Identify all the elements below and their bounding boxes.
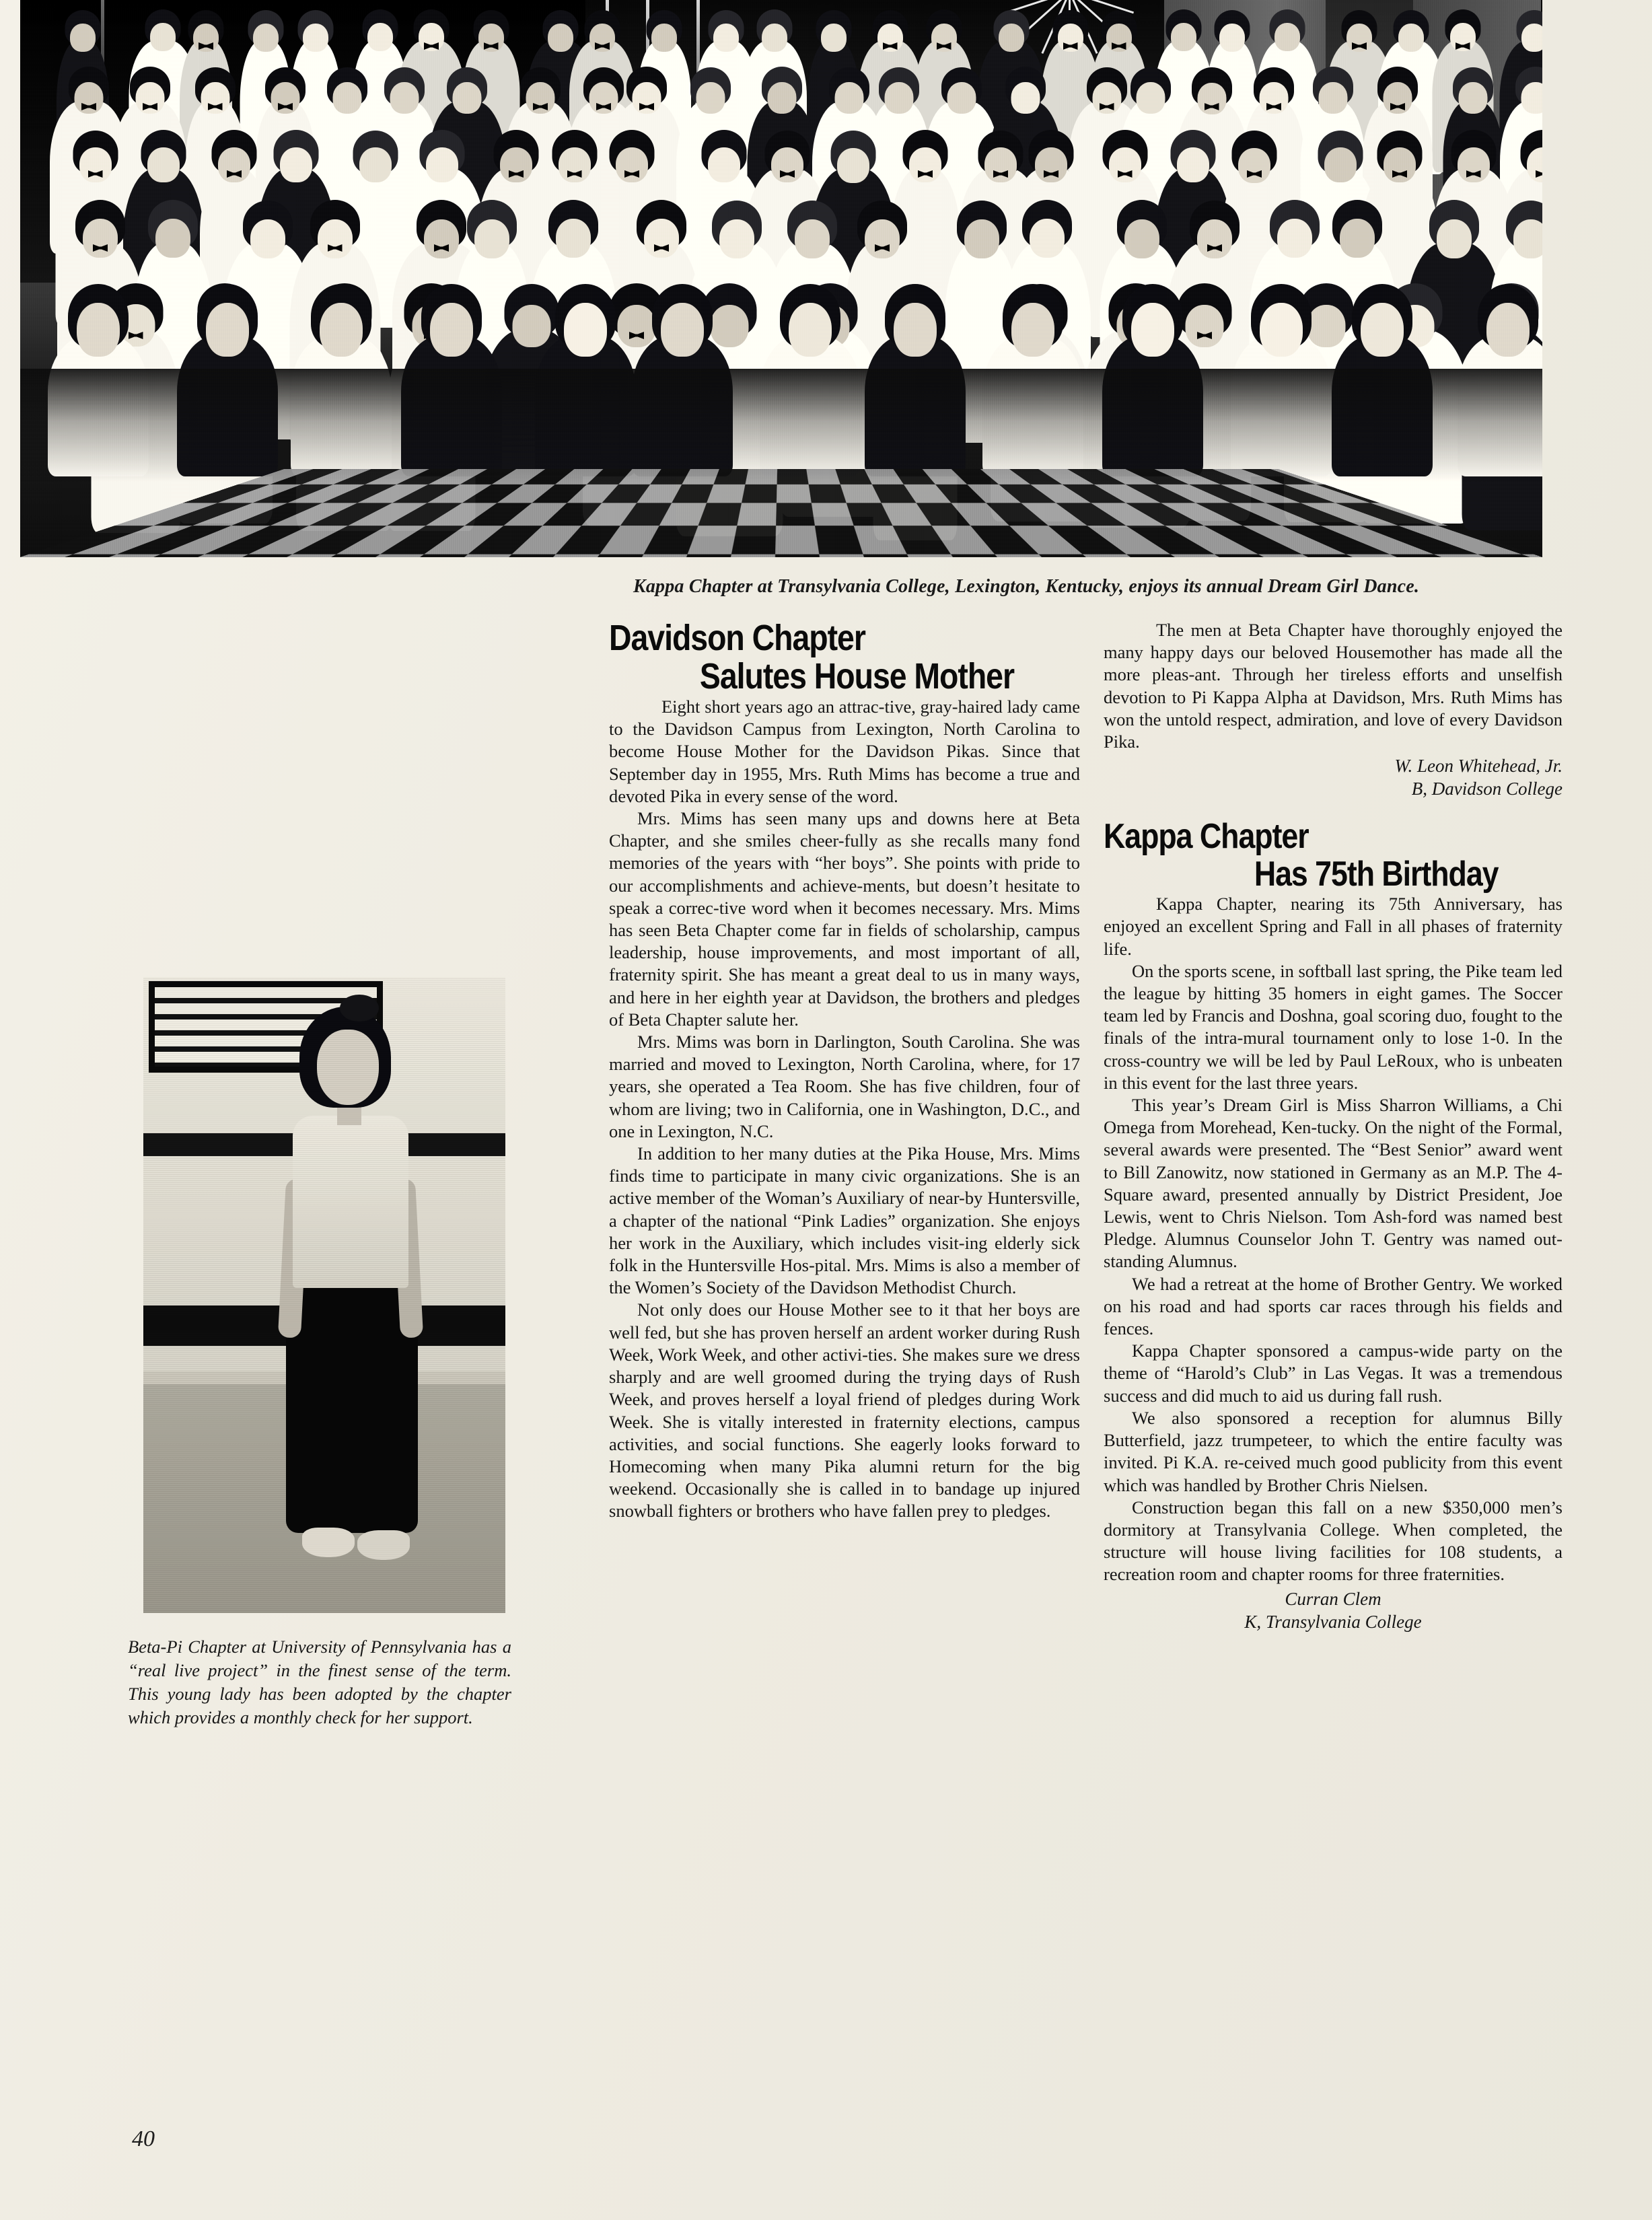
davidson-paragraph: Mrs. Mims has seen many ups and downs here at Beta Chapter, and she smiles cheer-fully as she recalls many fond memories of the years with “her boys”. She points with pride to our accomplishments and achieve-ments, but doesn’t hesitate to speak a correc-tive word when it becomes necessary. Mrs. Mims has seen Beta Chapter come far in fields of scholarship, campus leadership, house improvements, and most important of all, fraternity spirit. She has meant a great deal to us in many ways, and here in her eighth year at Davidson, the brothers and pledges of Beta Chapter salute her. <box>609 808 1080 1030</box>
kappa-signature-name: Curran Clem <box>1285 1588 1381 1609</box>
adopted-child-photo <box>143 977 505 1613</box>
kappa-signature <box>1104 1587 1563 1633</box>
hero-photo-caption: Kappa Chapter at Transylvania College, Lexington, Kentucky, enjoys its annual Dream Girl Dance. <box>633 576 1420 597</box>
page-number: 40 <box>132 2126 155 2151</box>
davidson-headline <box>609 619 1014 696</box>
davidson-headline-line1: Davidson Chapter <box>609 618 865 658</box>
kappa-paragraph: We had a retreat at the home of Brother Gentry. We worked on his road and had sports car races through his fields and fences. <box>1104 1273 1563 1339</box>
kappa-headline-line2: Has 75th Birthday <box>1254 855 1499 894</box>
kappa-paragraph: Construction began this fall on a new $350,000 men’s dormitory at Transylvania College. When completed, the structure will house living facilities for 108 students, a recreation room and chapter rooms for three fraternities. <box>1104 1497 1563 1585</box>
davidson-signature-name: W. Leon Whitehead, Jr. <box>1394 756 1563 777</box>
davidson-headline-line2: Salutes House Mother <box>699 656 1014 696</box>
kappa-paragraph: This year’s Dream Girl is Miss Sharron Williams, a Chi Omega from Morehead, Ken-tucky. On the night of the Formal, several awards were presented. The “Best Senior” award went to Bill Zanowitz, now stationed in Germany as an M.P. The 4-Square award, presented annually by District President, Joe Lewis, went to Chris Nielson. Tom Ash-ford was named best Pledge. Alumnus Counselor John T. Gentry was named out-standing Alumnus. <box>1104 1095 1563 1272</box>
davidson-signature-chapter: B, Davidson College <box>1411 779 1563 799</box>
davidson-signature <box>1104 754 1563 800</box>
dream-girl-dance-photo <box>20 0 1542 557</box>
davidson-continuation-paragraph: The men at Beta Chapter have thoroughly enjoyed the many happy days our beloved Housemother has made all the more pleas-ant. Through her tireless efforts and unselfish devotion to Pi Kappa Alpha at Davidson, Mrs. Ruth Mims has won the untold respect, admiration, and love of every Davidson Pika. <box>1104 620 1563 752</box>
kappa-paragraph: Kappa Chapter sponsored a campus-wide party on the theme of “Harold’s Club” in Las Vegas. It was a tremendous success and did much to aid us during fall rush. <box>1104 1340 1563 1406</box>
photo-grain <box>20 0 1542 557</box>
davidson-paragraph: Mrs. Mims was born in Darlington, South Carolina. She was married and moved to Lexington, North Carolina, where, for 17 years, she operated a Tea Room. She has five children, four of whom are living; two in California, one in Washington, D.C., and one in Lexington, N.C. <box>609 1032 1080 1141</box>
kappa-headline-line1: Kappa Chapter <box>1104 817 1309 857</box>
left-photo-caption: Beta-Pi Chapter at University of Pennsylvania has a “real live project” in the finest sense of the term. This young lady has been adopted by the chapter which provides a monthly check for her support. <box>128 1637 511 1727</box>
column-kappa <box>1104 619 1563 1633</box>
photo-grain <box>143 977 505 1613</box>
kappa-headline <box>1104 818 1499 893</box>
column-davidson <box>609 619 1080 1523</box>
davidson-paragraph: In addition to her many duties at the Pika House, Mrs. Mims finds time to participate in many civic organizations. She is an active member of the Woman’s Auxiliary of near-by Huntersville, a chapter of the national “Pink Ladies” organization. She enjoys her work in the Auxiliary, which includes visit-ing elderly sick folk in the Huntersville Hos-pital. Mrs. Mims is also a member of the Women’s Society of the Davidson Methodist Church. <box>609 1143 1080 1298</box>
davidson-paragraph: Not only does our House Mother see to it that her boys are well fed, but she has proven herself an ardent worker during Rush Week, Work Week, and other activi-ties. She makes sure we dress sharply and are well groomed during the trying days of Rush Week, and proves herself a loyal friend of pledges during Work Week. She is vitally interested in fraternity elections, campus activities, and social functions. She eagerly looks forward to Homecoming when many Pika alumni return for the big weekend. Occasionally she is called in to bandage up injured snowball fighters or brothers who have fallen prey to pledges. <box>609 1299 1080 1521</box>
davidson-paragraph: Eight short years ago an attrac-tive, gray-haired lady came to the Davidson Campus from Lexington, North Carolina to become House Mother for the Davidson Pikas. Since that September day in 1955, Mrs. Ruth Mims has become a true and devoted Pika in every sense of the word. <box>609 696 1080 806</box>
kappa-signature-chapter: K, Transylvania College <box>1244 1611 1422 1632</box>
kappa-paragraph: On the sports scene, in softball last spring, the Pike team led the league by hitting 35 homers in eight games. The Soccer team led by Francis and Doshna, goal scoring duo, fought to the finals of the intra-mural tournament only to lose 1-0. In the cross-country we will be led by Paul LeRoux, who is unbeaten in this event for the last three years. <box>1104 960 1563 1093</box>
kappa-paragraph: We also sponsored a reception for alumnus Billy Butterfield, jazz trumpeteer, to which the entire faculty was invited. Pi K.A. re-ceived much good publicity from this event which was handled by Brother Chris Nielsen. <box>1104 1407 1563 1495</box>
kappa-paragraph: Kappa Chapter, nearing its 75th Anniversary, has enjoyed an excellent Spring and Fall in all phases of fraternity life. <box>1104 894 1563 959</box>
